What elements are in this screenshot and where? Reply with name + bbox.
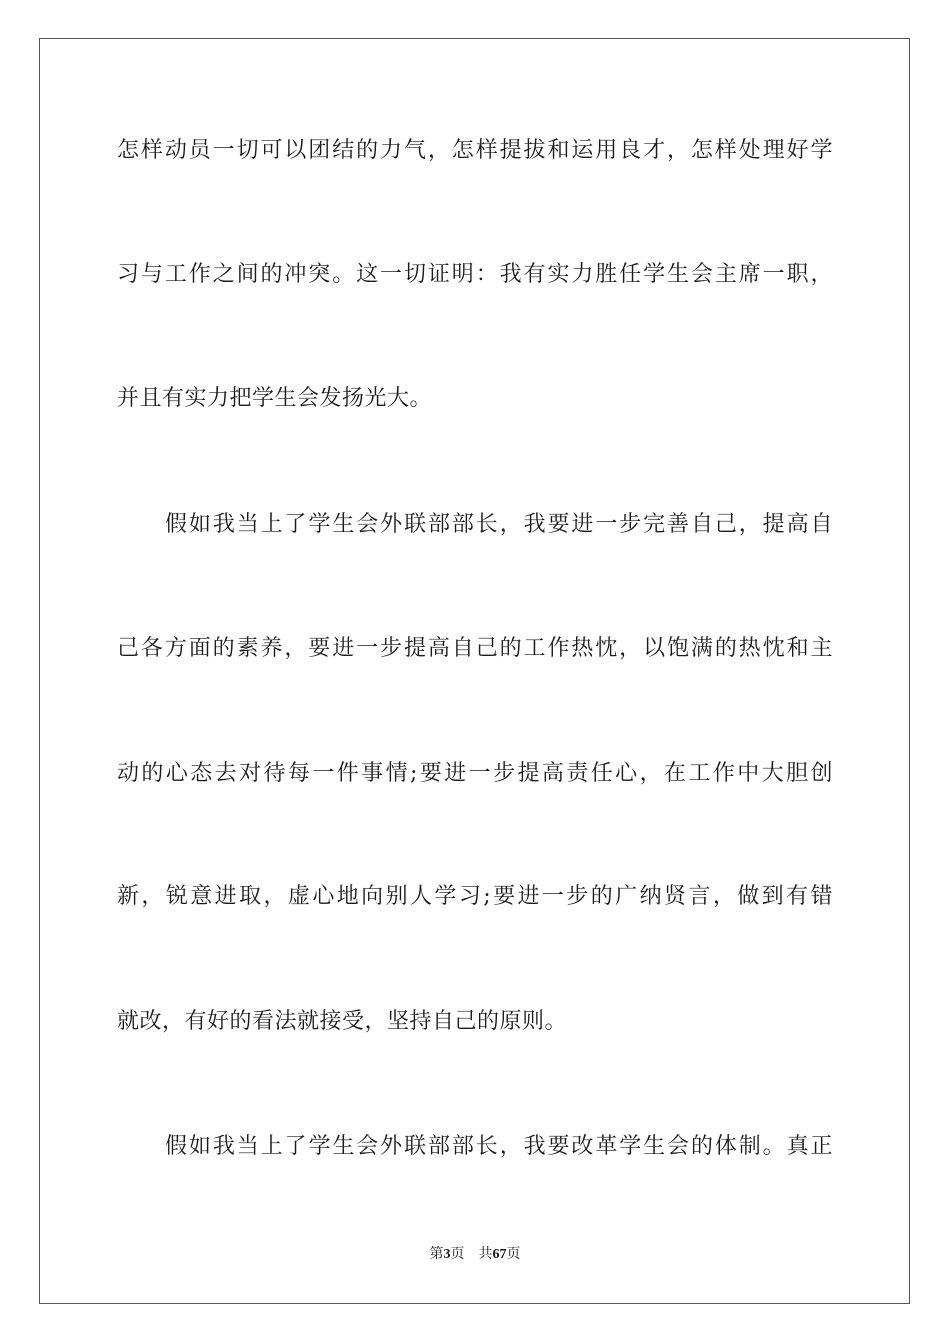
total-prefix: 共 [478,1247,493,1262]
body-text-line-2: 习与工作之间的冲突。这一切证明：我有实力胜任学生会主席一职， [117,262,833,287]
body-text-line-6: 动的心态去对待每一件事情;要进一步提高责任心，在工作中大胆创 [117,761,833,786]
body-text-line-4: 假如我当上了学生会外联部部长，我要进一步完善自己，提高自 [165,512,833,537]
body-text-line-5: 己各方面的素养，要进一步提高自己的工作热忱，以饱满的热忱和主 [117,636,833,661]
total-suffix: 页 [506,1247,521,1262]
page-footer [0,1246,950,1264]
page-border [39,38,910,1304]
body-text-line-3: 并且有实力把学生会发扬光大。 [117,386,433,411]
page-current: 3 [443,1247,451,1262]
body-text-line-7: 新，锐意进取，虚心地向别人学习;要进一步的广纳贤言，做到有错 [117,884,833,909]
body-text-line-8: 就改，有好的看法就接受，坚持自己的原则。 [117,1009,568,1034]
page-suffix: 页 [450,1247,465,1262]
body-text-line-1: 怎样动员一切可以团结的力气，怎样提拔和运用良才，怎样处理好学 [117,138,833,163]
page-total: 67 [492,1247,507,1262]
page-prefix: 第 [429,1247,444,1262]
body-text-line-9: 假如我当上了学生会外联部部长，我要改革学生会的体制。真正 [165,1134,833,1159]
